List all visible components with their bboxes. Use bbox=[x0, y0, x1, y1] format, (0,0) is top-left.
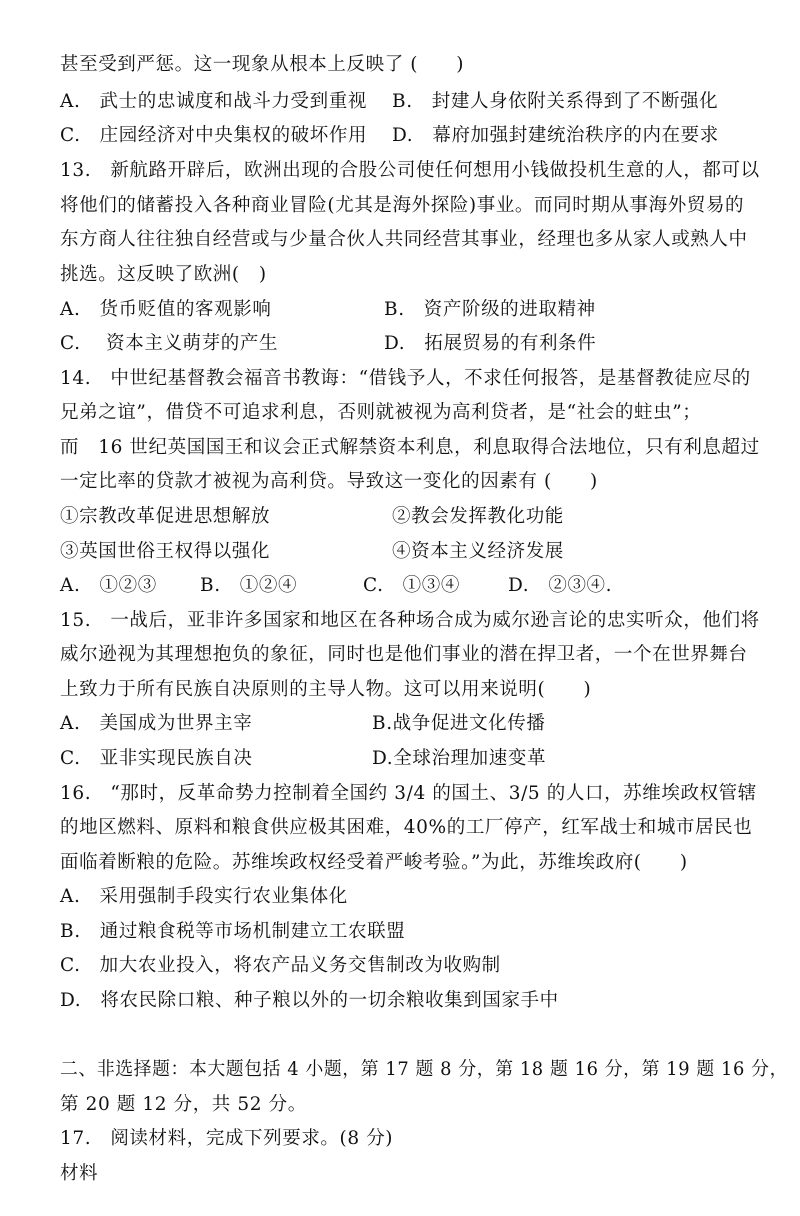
q14-stem-line: 14. 中世纪基督教会福音书教诲：“借钱予人，不求任何报答，是基督教徒应尽的 bbox=[60, 368, 751, 389]
q15-option-b: B.战争促进文化传播 bbox=[372, 713, 546, 734]
q15-stem-line: 上致力于所有民族自决原则的主导人物。这可以用来说明( ) bbox=[60, 679, 592, 700]
q12-option-c: C. 庄园经济对中央集权的破坏作用 bbox=[60, 125, 368, 146]
q12-stem-tail: 甚至受到严惩。这一现象从根本上反映了 ( ) bbox=[60, 54, 465, 75]
q15-option-a: A. 美国成为世界主宰 bbox=[60, 713, 253, 734]
q12-option-d: D. 幕府加强封建统治秩序的内在要求 bbox=[392, 125, 719, 146]
q13-option-c: C. 资本主义萌芽的产生 bbox=[60, 333, 279, 354]
q13-stem-line: 将他们的储蓄投入各种商业冒险(尤其是海外探险)事业。而同时期从事海外贸易的 bbox=[60, 195, 745, 216]
q14-option-c: C. ①③④ bbox=[363, 575, 460, 596]
q16-option-c: C. 加大农业投入，将农产品义务交售制改为收购制 bbox=[60, 955, 501, 976]
q13-stem-line: 13. 新航路开辟后，欧洲出现的合股公司使任何想用小钱做投机生意的人，都可以 bbox=[60, 160, 760, 181]
q14-option-d: D. ②③④. bbox=[508, 575, 613, 596]
q15-stem-line: 15. 一战后，亚非许多国家和地区在各种场合成为威尔逊言论的忠实听众，他们将 bbox=[60, 610, 760, 631]
q17-stem: 17. 阅读材料，完成下列要求。(8 分) bbox=[60, 1128, 394, 1149]
q13-stem-line: 东方商人往往独自经营或与少量合伙人共同经营其事业，经理也多从家人或熟人中 bbox=[60, 229, 748, 250]
q14-item-2: ②教会发挥教化功能 bbox=[392, 506, 564, 527]
q13-option-a: A. 货币贬值的客观影响 bbox=[60, 299, 272, 320]
q16-option-b: B. 通过粮食税等市场机制建立工农联盟 bbox=[60, 921, 406, 942]
q14-item-4: ④资本主义经济发展 bbox=[392, 541, 564, 562]
q15-option-c: C. 亚非实现民族自决 bbox=[60, 748, 253, 769]
q16-stem-line: 面临着断粮的危险。苏维埃政权经受着严峻考验。”为此，苏维埃政府( ) bbox=[60, 852, 688, 873]
q14-item-1: ①宗教改革促进思想解放 bbox=[60, 506, 271, 527]
q14-option-a: A. ①②③ bbox=[60, 575, 157, 596]
q12-option-b: B. 封建人身依附关系得到了不断强化 bbox=[392, 91, 719, 112]
q17-material-label: 材料 bbox=[60, 1163, 99, 1184]
q12-option-a: A. 武士的忠诚度和战斗力受到重视 bbox=[60, 91, 367, 112]
section2-heading: 二、非选择题：本大题包括 4 小题，第 17 题 8 分，第 18 题 16 分，第 19 题 16 分， bbox=[60, 1059, 789, 1080]
q15-stem-line: 威尔逊视为其理想抱负的象征，同时也是他们事业的潜在捍卫者，一个在世界舞台 bbox=[60, 644, 748, 665]
q13-stem-line: 挑选。这反映了欧洲( ) bbox=[60, 264, 267, 285]
q14-item-3: ③英国世俗王权得以强化 bbox=[60, 541, 271, 562]
q16-stem-line: 的地区燃料、原料和粮食供应极其困难，40%的工厂停产，红军战士和城市居民也 bbox=[60, 817, 753, 838]
q14-option-b: B. ①②④ bbox=[200, 575, 298, 596]
q13-option-b: B. 资产阶级的进取精神 bbox=[384, 299, 596, 320]
q15-option-d: D.全球治理加速变革 bbox=[372, 748, 547, 769]
section2-heading-cont: 第 20 题 12 分，共 52 分。 bbox=[60, 1094, 307, 1115]
q14-stem-line: 一定比率的贷款才被视为高利贷。导致这一变化的因素有 ( ) bbox=[60, 471, 598, 492]
q16-option-d: D. 将农民除口粮、种子粮以外的一切余粮收集到国家手中 bbox=[60, 990, 559, 1011]
q16-option-a: A. 采用强制手段实行农业集体化 bbox=[60, 886, 348, 907]
q16-stem-line: 16. “那时，反革命势力控制着全国约 3/4 的国土、3/5 的人口，苏维埃政权管辖 bbox=[60, 783, 757, 804]
q13-option-d: D. 拓展贸易的有利条件 bbox=[384, 333, 597, 354]
q14-stem-line: 而 16 世纪英国国王和议会正式解禁资本利息，利息取得合法地位，只有利息超过 bbox=[60, 437, 760, 458]
q14-stem-line: 兄弟之谊”，借贷不可追求利息，否则就被视为高利贷者，是“社会的蛀虫”； bbox=[60, 402, 702, 423]
